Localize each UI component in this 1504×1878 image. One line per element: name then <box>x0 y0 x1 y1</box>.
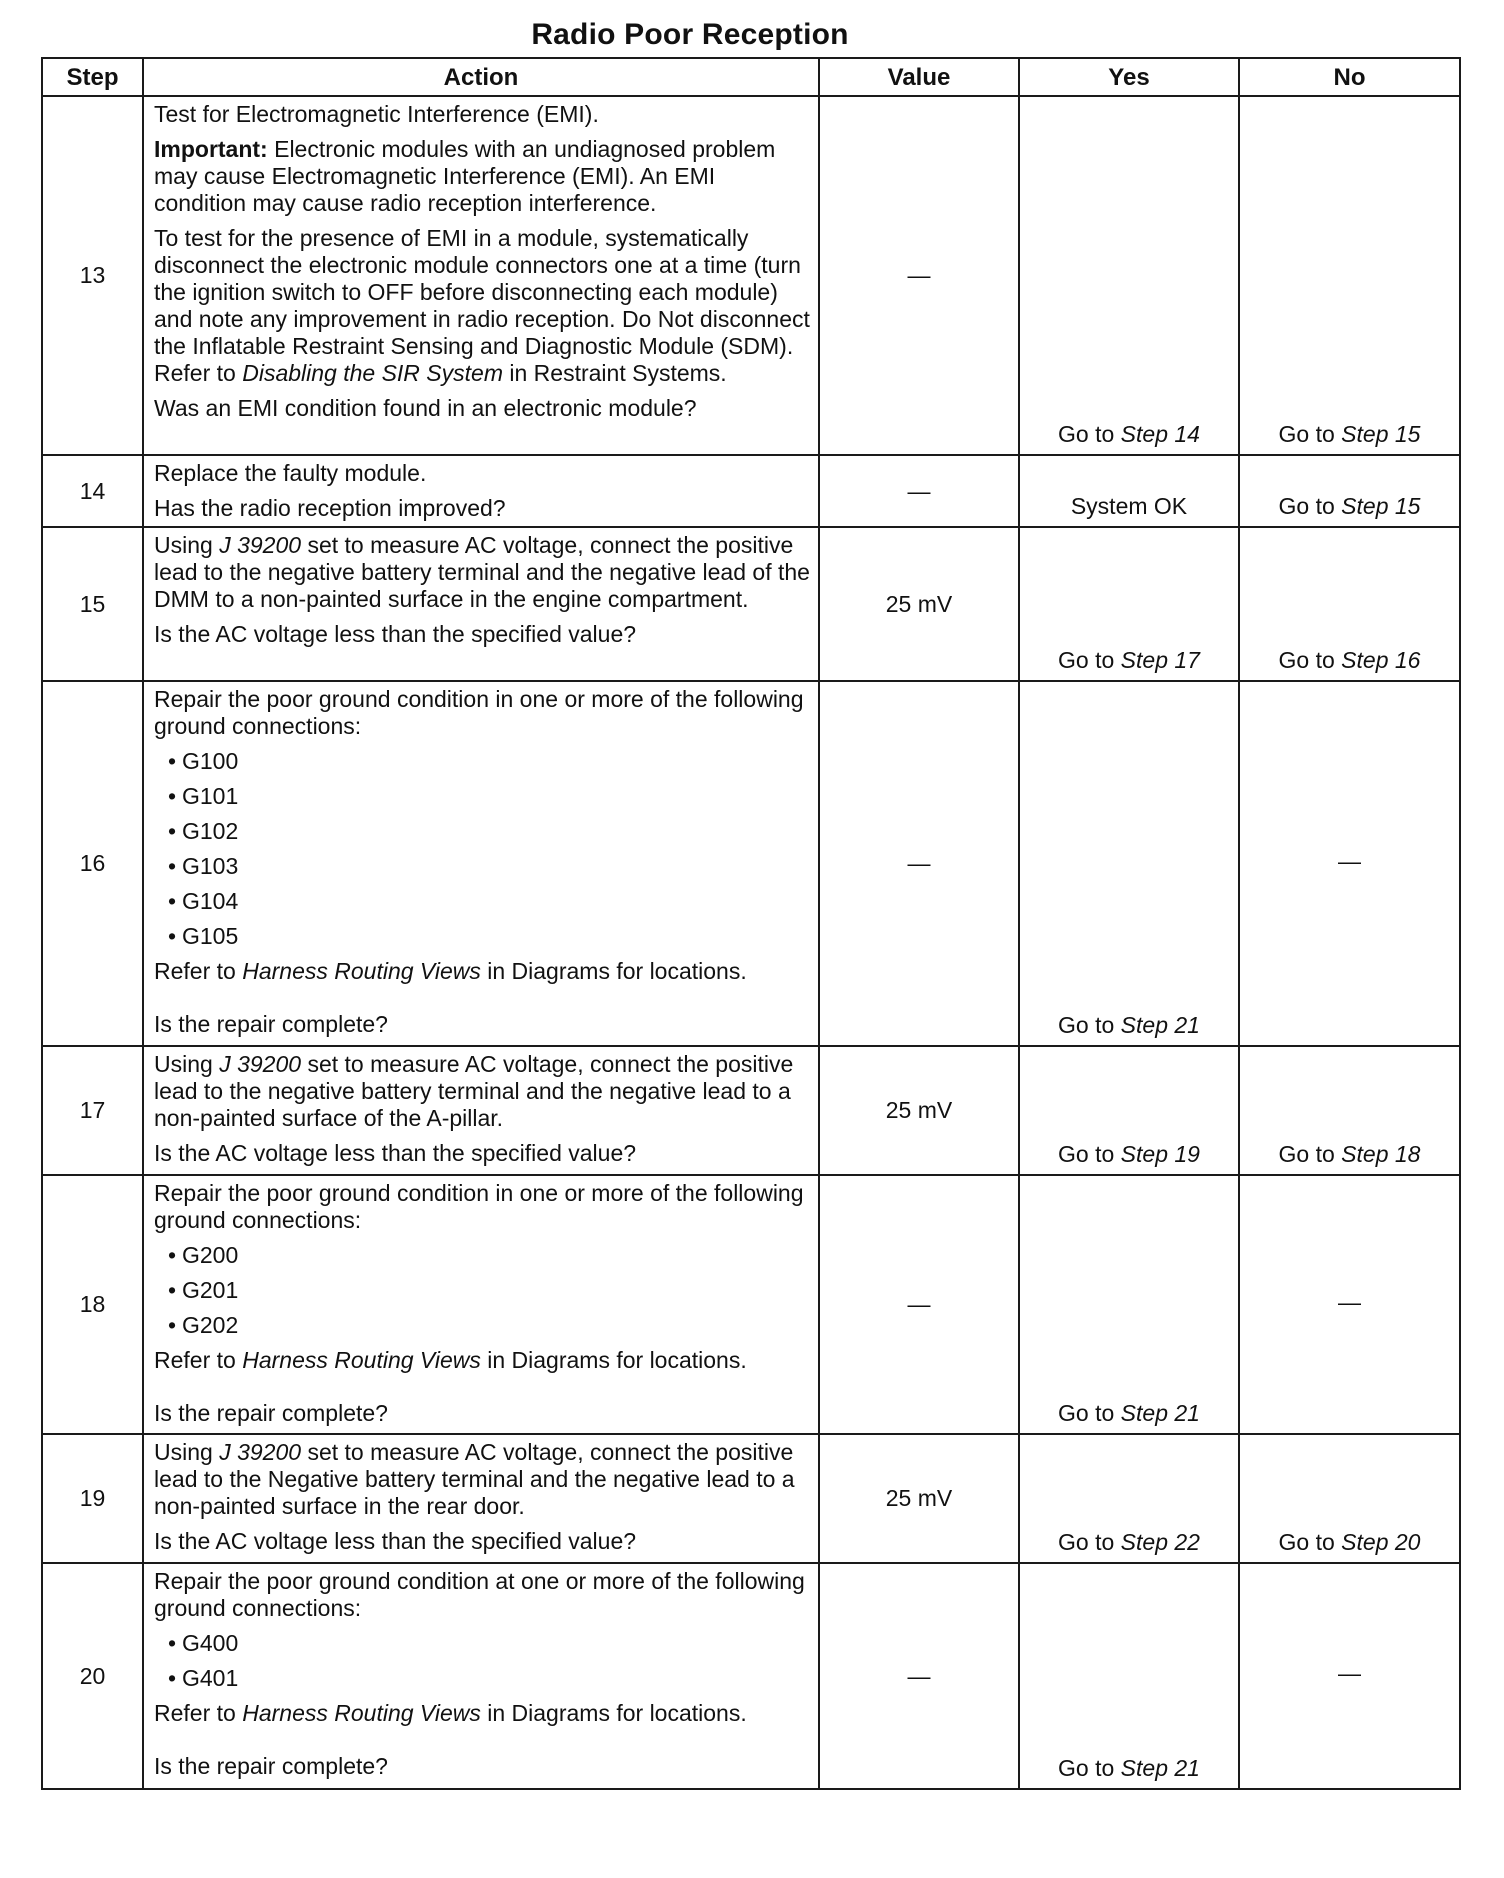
value-cell: — <box>819 1563 1019 1789</box>
action-cell <box>143 96 819 455</box>
step-number: 19 <box>42 1434 143 1563</box>
list-item: • G400 <box>168 1630 239 1656</box>
tool-reference: J 39200 <box>219 1439 302 1465</box>
step-number: 15 <box>42 527 143 681</box>
doc-reference: Harness Routing Views <box>242 1700 481 1726</box>
list-item: • G201 <box>168 1277 239 1303</box>
yes-cell: Go to Step 17 <box>1019 527 1239 681</box>
yes-cell: Go to Step 21 <box>1019 1175 1239 1434</box>
action-cell <box>143 527 819 681</box>
action-text: Repair the poor ground condition at one or more of the following ground connections: <box>154 1568 805 1621</box>
ground-connection-list <box>154 1630 810 1692</box>
step-number: 16 <box>42 681 143 1046</box>
action-cell <box>143 1434 819 1563</box>
yes-cell: Go to Step 14 <box>1019 96 1239 455</box>
header-action: Action <box>143 58 819 96</box>
action-question: Is the repair complete? <box>154 1753 388 1779</box>
action-text: Repair the poor ground condition in one or more of the following ground connections: <box>154 686 804 739</box>
action-cell <box>143 681 819 1046</box>
action-question: Was an EMI condition found in an electronic module? <box>154 395 697 421</box>
step-number: 13 <box>42 96 143 455</box>
important-note <box>154 136 810 217</box>
action-question: Is the AC voltage less than the specified value? <box>154 1140 637 1166</box>
header-step: Step <box>42 58 143 96</box>
no-cell: Go to Step 20 <box>1239 1434 1460 1563</box>
list-item: • G200 <box>168 1242 239 1268</box>
action-text: Using J 39200 set to measure AC voltage, connect the positive lead to the negative battery terminal and the negative lead to a non-painted surface of the A-pillar. <box>154 1051 794 1131</box>
action-cell <box>143 1175 819 1434</box>
yes-cell: Go to Step 21 <box>1019 1563 1239 1789</box>
action-cell <box>143 1563 819 1789</box>
no-cell: Go to Step 16 <box>1239 527 1460 681</box>
step-number: 18 <box>42 1175 143 1434</box>
table-row <box>42 681 1460 1046</box>
list-item: • G103 <box>168 853 239 879</box>
table-row <box>42 1563 1460 1789</box>
doc-reference: Harness Routing Views <box>242 1347 481 1373</box>
no-cell: Go to Step 15 <box>1239 455 1460 527</box>
action-text: Using J 39200 set to measure AC voltage, connect the positive lead to the negative battery terminal and the negative lead of the DMM to a non-painted surface in the engine compartment. <box>154 532 810 612</box>
yes-cell: Go to Step 19 <box>1019 1046 1239 1175</box>
tool-reference: J 39200 <box>219 532 302 558</box>
action-text: Refer to Harness Routing Views in Diagrams for locations. <box>154 1347 747 1373</box>
step-number: 14 <box>42 455 143 527</box>
header-no: No <box>1239 58 1460 96</box>
action-text: To test for the presence of EMI in a module, systematically disconnect the electronic module connectors one at a time (turn the ignition switch to OFF before disconnecting each module) and note any improvement in radio reception. Do Not disconnect the Inflatable Restraint Sensing and Diagnostic Module (SDM). Refer to Disabling the SIR System in Restraint Systems. <box>154 225 810 386</box>
table-row <box>42 527 1460 681</box>
value-cell: — <box>819 96 1019 455</box>
yes-cell: System OK <box>1019 455 1239 527</box>
list-item: • G102 <box>168 818 239 844</box>
step-number: 20 <box>42 1563 143 1789</box>
page-title: Radio Poor Reception <box>531 18 849 51</box>
list-item: • G100 <box>168 748 239 774</box>
table-row <box>42 96 1460 455</box>
no-cell: — <box>1239 681 1460 1046</box>
important-label: Important: <box>154 136 268 162</box>
tool-reference: J 39200 <box>219 1051 302 1077</box>
action-question: Is the AC voltage less than the specified value? <box>154 1528 637 1554</box>
action-question: Is the repair complete? <box>154 1400 388 1426</box>
action-text: Refer to Harness Routing Views in Diagrams for locations. <box>154 1700 747 1726</box>
step-link[interactable]: Step 14 <box>1120 421 1200 447</box>
table-row <box>42 1434 1460 1563</box>
action-text: Repair the poor ground condition in one or more of the following ground connections: <box>154 1180 804 1233</box>
list-item: • G105 <box>168 923 239 949</box>
value-cell: 25 mV <box>819 1046 1019 1175</box>
step-link[interactable]: Step 21 <box>1120 1012 1200 1038</box>
step-number: 17 <box>42 1046 143 1175</box>
diagnostic-table <box>41 57 1461 1790</box>
table-header-row <box>42 58 1460 96</box>
value-cell: 25 mV <box>819 527 1019 681</box>
ground-connection-list <box>154 1242 810 1339</box>
list-item: • G104 <box>168 888 239 914</box>
list-item: • G101 <box>168 783 239 809</box>
no-cell: — <box>1239 1563 1460 1789</box>
step-link[interactable]: Step 16 <box>1341 647 1421 673</box>
action-text: Refer to Harness Routing Views in Diagrams for locations. <box>154 958 747 984</box>
no-cell: Go to Step 15 <box>1239 96 1460 455</box>
value-cell: 25 mV <box>819 1434 1019 1563</box>
action-cell <box>143 1046 819 1175</box>
step-link[interactable]: Step 20 <box>1341 1529 1421 1555</box>
table-row <box>42 455 1460 527</box>
step-link[interactable]: Step 21 <box>1120 1755 1200 1781</box>
step-link[interactable]: Step 18 <box>1341 1141 1421 1167</box>
yes-cell: Go to Step 22 <box>1019 1434 1239 1563</box>
table-row <box>42 1046 1460 1175</box>
value-cell: — <box>819 1175 1019 1434</box>
step-link[interactable]: Step 15 <box>1341 421 1421 447</box>
header-yes: Yes <box>1019 58 1239 96</box>
action-text: Replace the faulty module. <box>154 460 427 486</box>
ground-connection-list <box>154 748 810 950</box>
important-text: Electronic modules with an undiagnosed problem may cause Electromagnetic Interference (EMI). An EMI condition may cause radio reception interference. <box>154 136 776 216</box>
value-cell: — <box>819 681 1019 1046</box>
action-question: Has the radio reception improved? <box>154 495 506 521</box>
step-link[interactable]: Step 19 <box>1120 1141 1200 1167</box>
list-item: • G401 <box>168 1665 239 1691</box>
step-link[interactable]: Step 21 <box>1120 1400 1200 1426</box>
table-row <box>42 1175 1460 1434</box>
list-item: • G202 <box>168 1312 239 1338</box>
step-link[interactable]: Step 22 <box>1120 1529 1200 1555</box>
step-link[interactable]: Step 15 <box>1341 493 1421 519</box>
action-question: Is the AC voltage less than the specified value? <box>154 621 637 647</box>
doc-reference: Disabling the SIR System <box>242 360 503 386</box>
value-cell: — <box>819 455 1019 527</box>
no-cell: Go to Step 18 <box>1239 1046 1460 1175</box>
action-cell <box>143 455 819 527</box>
step-link[interactable]: Step 17 <box>1120 647 1200 673</box>
action-question: Is the repair complete? <box>154 1011 388 1037</box>
yes-cell: Go to Step 21 <box>1019 681 1239 1046</box>
doc-reference: Harness Routing Views <box>242 958 481 984</box>
action-text: Test for Electromagnetic Interference (EMI). <box>154 101 599 127</box>
header-value: Value <box>819 58 1019 96</box>
action-text: Using J 39200 set to measure AC voltage, connect the positive lead to the Negative battery terminal and the negative lead to a non-painted surface in the rear door. <box>154 1439 795 1519</box>
no-cell: — <box>1239 1175 1460 1434</box>
